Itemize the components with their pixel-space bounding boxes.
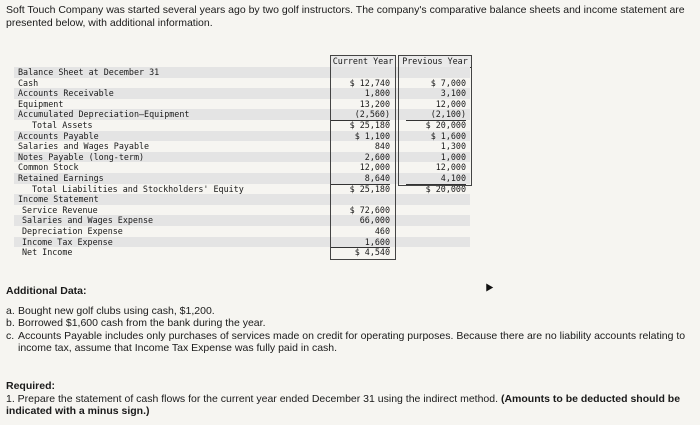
table-row — [14, 205, 470, 216]
required-text: 1. Prepare the statement of cash flows for the current year ended December 31 using the indirect method. — [6, 392, 499, 405]
table-row — [14, 194, 470, 205]
row-label: Income Statement — [18, 194, 99, 205]
item-text: Accounts Payable includes only purchases of services made on credit for operating purposes. Because there are no liability accounts relating to income tax, assume that Income Tax Expense was fully paid in cash. — [18, 329, 686, 354]
row-label: Total Liabilities and Stockholders' Equity — [32, 183, 244, 194]
current-year-header: Current Year — [330, 55, 396, 68]
additional-item-b — [6, 317, 696, 330]
previous-year-value: 3,100 — [440, 88, 466, 99]
row-label: Equipment — [18, 98, 64, 109]
item-marker: a. — [6, 304, 15, 317]
row-label: Salaries and Wages Payable — [18, 141, 150, 152]
row-label: Accounts Receivable — [18, 88, 114, 99]
previous-year-value: 4,100 — [406, 173, 466, 185]
current-year-value: $ 25,180 — [349, 119, 390, 130]
row-label: Service Revenue — [22, 204, 98, 215]
previous-year-value: $ 20,000 — [425, 183, 466, 194]
required-bold-text: (Amounts to be deducted should be indicated with a minus sign.) — [6, 392, 681, 417]
row-label: Retained Earnings — [18, 172, 104, 183]
previous-year-value: 1,300 — [440, 141, 466, 152]
row-label: Depreciation Expense — [22, 225, 123, 236]
row-label: Notes Payable (long-term) — [18, 151, 145, 162]
previous-year-value: 1,000 — [440, 151, 466, 162]
current-year-value: 8,640 — [330, 173, 390, 185]
intro-paragraph: Soft Touch Company was started several years ago by two golf instructors. The company's comparative balance sheets and income statement are presented below, with additional information. — [6, 4, 685, 29]
table-row — [14, 226, 470, 237]
current-year-value: 66,000 — [359, 215, 390, 226]
required-heading: Required: — [6, 380, 56, 392]
required-instruction — [6, 393, 686, 418]
table-row — [14, 215, 470, 226]
previous-year-value: (2,100) — [406, 109, 466, 121]
additional-item-c — [6, 330, 696, 355]
item-marker: b. — [6, 317, 15, 329]
row-label: Balance Sheet at December 31 — [18, 67, 160, 77]
previous-year-value: $ 20,000 — [425, 119, 466, 130]
additional-item-a — [6, 305, 696, 318]
current-year-value: 1,600 — [330, 237, 390, 249]
item-marker: c. — [6, 329, 15, 342]
required-section — [6, 380, 686, 418]
current-year-value: $ 1,100 — [354, 130, 390, 141]
current-year-value: $ 72,600 — [349, 204, 390, 215]
current-year-value: 460 — [374, 225, 390, 236]
row-label: Common Stock — [18, 162, 79, 173]
previous-year-header: Previous Year — [398, 55, 472, 68]
current-year-value: 1,800 — [364, 88, 390, 99]
current-year-value: $ 12,740 — [349, 77, 390, 88]
row-label: Salaries and Wages Expense — [22, 215, 154, 226]
table-row — [14, 237, 470, 248]
additional-data-heading: Additional Data: — [6, 285, 87, 297]
current-year-value: 13,200 — [359, 98, 390, 109]
previous-year-column-box — [398, 55, 472, 186]
previous-year-value: $ 7,000 — [430, 77, 466, 88]
row-label: Accumulated Depreciation—Equipment — [18, 109, 190, 120]
item-text: Bought new golf clubs using cash, $1,200. — [18, 304, 215, 317]
previous-year-value: 12,000 — [435, 162, 466, 173]
current-year-value: $ 4,540 — [354, 247, 390, 258]
previous-year-value: $ 1,600 — [430, 130, 466, 141]
table-row — [14, 247, 470, 258]
previous-year-value: 12,000 — [435, 98, 466, 109]
current-year-value: $ 25,180 — [349, 183, 390, 194]
row-label: Total Assets — [32, 119, 93, 130]
row-label: Accounts Payable — [18, 130, 99, 141]
current-year-value: 12,000 — [359, 162, 390, 173]
row-label: Income Tax Expense — [22, 236, 113, 247]
row-label: Net Income — [22, 247, 73, 258]
additional-data-section — [6, 285, 696, 355]
current-year-value: (2,560) — [330, 109, 390, 121]
current-year-value: 840 — [374, 141, 390, 152]
item-text: Borrowed $1,600 cash from the bank during the year. — [18, 317, 266, 329]
current-year-column-box — [330, 55, 396, 260]
row-label: Cash — [18, 77, 39, 88]
current-year-value: 2,600 — [364, 151, 390, 162]
